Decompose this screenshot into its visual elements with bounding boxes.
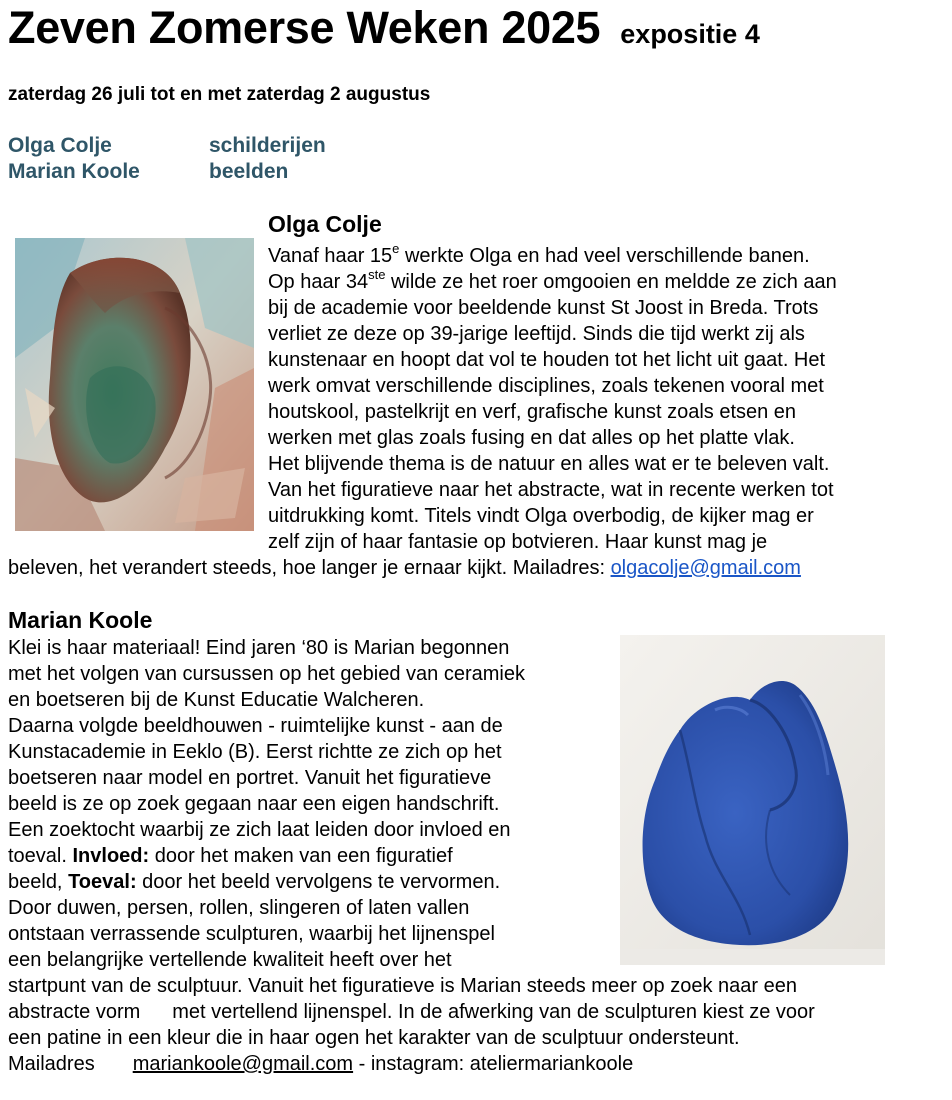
- toeval-label: Toeval:: [68, 871, 137, 893]
- bio-line: Klei is haar materiaal! Eind jaren ‘80 is Marian begonnen: [8, 637, 510, 659]
- ordinal-superscript: e: [392, 241, 400, 257]
- bio-text: Op haar 34: [268, 271, 369, 293]
- contact-line: [8, 1051, 815, 1077]
- bio-line: verliet ze deze op 39-jarige leeftijd. Sinds die tijd werkt zij als: [268, 323, 805, 345]
- olga-biography: [0, 243, 952, 581]
- bio-line: en boetseren bij de Kunst Educatie Walcheren.: [8, 689, 425, 711]
- bio-text: door het maken van een figuratief: [149, 845, 453, 867]
- bio-line: houtskool, pastelkrijt en verf, grafische kunst zoals etsen en: [268, 401, 797, 423]
- artist-discipline: beelden: [209, 160, 289, 183]
- bio-line: Het blijvende thema is de natuur en alles wat er te beleven valt.: [268, 453, 830, 475]
- bio-line: met het volgen van cursussen op het gebied van ceramiek: [8, 663, 525, 685]
- exhibition-title: Zeven Zomerse Weken 2025: [8, 2, 601, 53]
- bio-line: [0, 243, 952, 269]
- exhibition-number: expositie 4: [620, 19, 760, 49]
- bio-line: werk omvat verschillende disciplines, zoals tekenen vooral met: [268, 375, 824, 397]
- bio-line: boetseren naar model en portret. Vanuit het figuratieve: [8, 767, 492, 789]
- bio-line: een patine in een kleur die in haar ogen het karakter van de sculptuur ondersteunt.: [8, 1027, 740, 1049]
- olga-email-link[interactable]: olgacolje@gmail.com: [610, 557, 801, 579]
- marian-heading: Marian Koole: [8, 607, 153, 633]
- bio-line: uitdrukking komt. Titels vindt Olga overbodig, de kijker mag er: [268, 505, 814, 527]
- bio-line: startpunt van de sculptuur. Vanuit het figuratieve is Marian steeds meer op zoek naar een: [8, 975, 797, 997]
- bio-line: [8, 843, 815, 869]
- invloed-label: Invloed:: [72, 845, 150, 867]
- artist-name: Olga Colje: [8, 134, 112, 157]
- marian-email-link[interactable]: mariankoole@gmail.com: [132, 1053, 354, 1075]
- bio-line: werken met glas zoals fusing en dat alles op het platte vlak.: [268, 427, 795, 449]
- olga-heading: Olga Colje: [268, 211, 382, 237]
- bio-line: bij de academie voor beeldende kunst St Joost in Breda. Trots: [268, 297, 819, 319]
- bio-text: met vertellend lijnenspel. In de afwerking van de sculpturen kiest ze voor: [172, 1001, 815, 1023]
- bio-text: beeld,: [8, 871, 69, 893]
- artist-discipline: schilderijen: [209, 134, 326, 157]
- bio-line: ontstaan verrassende sculpturen, waarbij het lijnenspel: [8, 923, 495, 945]
- bio-line: [8, 869, 815, 895]
- bio-line: zelf zijn of haar fantasie op botvieren. Haar kunst mag je: [268, 531, 768, 553]
- bio-line: Een zoektocht waarbij ze zich laat leiden door invloed en: [8, 819, 511, 841]
- bio-text: beleven, het verandert steeds, hoe langer je ernaar kijkt. Mailadres:: [8, 557, 611, 579]
- bio-line: [0, 269, 952, 295]
- bio-text: Vanaf haar 15: [268, 245, 393, 267]
- bio-text: werkte Olga en had veel verschillende banen.: [399, 245, 810, 267]
- bio-text: wilde ze het roer omgooien en meldde ze zich aan: [385, 271, 837, 293]
- bio-text: abstracte vorm: [8, 1001, 141, 1023]
- bio-text: toeval.: [8, 845, 73, 867]
- bio-line: Van het figuratieve naar het abstracte, wat in recente werken tot: [268, 479, 834, 501]
- artist-name: Marian Koole: [8, 160, 140, 183]
- bio-line: Kunstacademie in Eeklo (B). Eerst richtte ze zich op het: [8, 741, 502, 763]
- instagram-handle: - instagram: ateliermariankoole: [353, 1053, 634, 1075]
- bio-text: door het beeld vervolgens te vervormen.: [136, 871, 501, 893]
- bio-line: beeld is ze op zoek gegaan naar een eigen handschrift.: [8, 793, 500, 815]
- exhibition-dates: zaterdag 26 juli tot en met zaterdag 2 augustus: [8, 84, 431, 105]
- page-title: [8, 0, 760, 62]
- bio-line: Daarna volgde beeldhouwen - ruimtelijke kunst - aan de: [8, 715, 503, 737]
- bio-line: [0, 555, 952, 581]
- bio-line: Door duwen, persen, rollen, slingeren of laten vallen: [8, 897, 470, 919]
- bio-line: kunstenaar en hoopt dat vol te houden tot het licht uit gaat. Het: [268, 349, 826, 371]
- bio-line: [8, 999, 815, 1025]
- bio-line: een belangrijke vertellende kwaliteit heeft over het: [8, 949, 452, 971]
- marian-biography: [8, 635, 815, 1077]
- ordinal-superscript: ste: [368, 267, 386, 283]
- mail-label: Mailadres: [8, 1053, 95, 1075]
